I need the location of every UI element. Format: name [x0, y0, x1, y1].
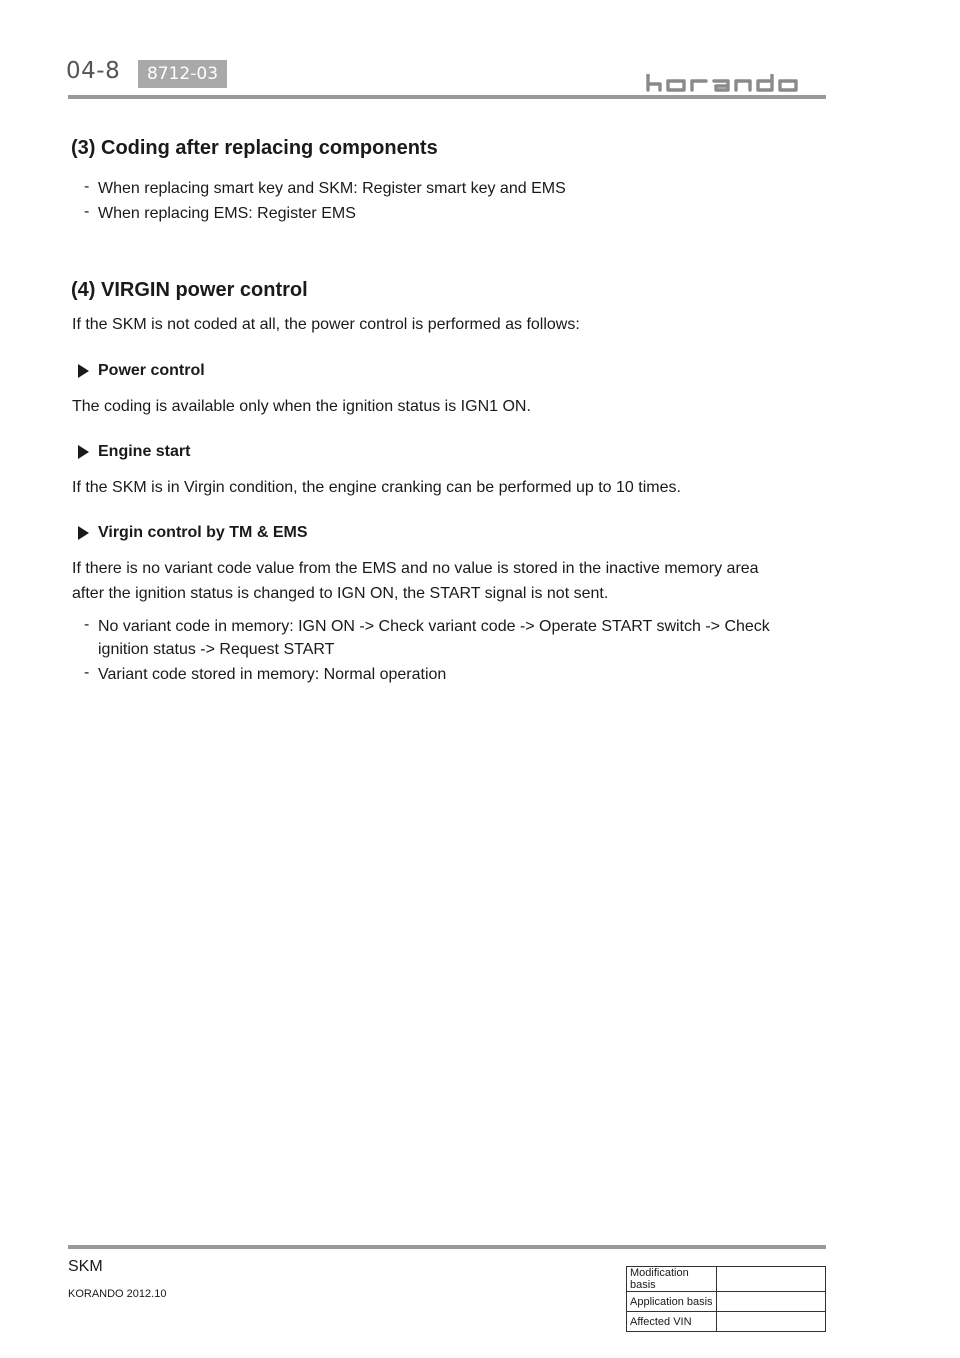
table-row [627, 1292, 826, 1312]
list-item: Variant code stored in memory: Normal operation [98, 666, 447, 683]
table-row [627, 1267, 826, 1292]
table-cell-value [717, 1292, 826, 1312]
section-4-heading: (4) VIRGIN power control [71, 279, 308, 301]
power-control-text: The coding is available only when the ignition status is IGN1 ON. [72, 398, 531, 415]
header-rule [68, 95, 826, 99]
section-4-intro: If the SKM is not coded at all, the power control is performed as follows: [72, 316, 580, 333]
triangle-bullet-icon [78, 445, 89, 459]
list-item: When replacing EMS: Register EMS [98, 205, 356, 222]
virgin-control-text-line-1: If there is no variant code value from the EMS and no value is stored in the inactive memory area [72, 560, 759, 577]
footer-subtitle: KORANDO 2012.10 [68, 1288, 167, 1300]
virgin-control-text-line-2: after the ignition status is changed to IGN ON, the START signal is not sent. [72, 585, 609, 602]
modification-table [626, 1266, 826, 1332]
table-cell-label: Affected VIN [627, 1312, 717, 1332]
bullet-dash: - [84, 616, 90, 633]
table-cell-label: Application basis [627, 1292, 717, 1312]
section-code-badge: 8712-03 [138, 60, 227, 88]
bullet-dash: - [84, 664, 90, 681]
list-item: No variant code in memory: IGN ON -> Check variant code -> Operate START switch -> Check ignition status -> Request START [98, 618, 770, 658]
list-item: When replacing smart key and SKM: Register smart key and EMS [98, 180, 566, 197]
triangle-bullet-icon [78, 526, 89, 540]
table-row [627, 1312, 826, 1332]
bullet-dash: - [84, 178, 90, 195]
table-cell-value [717, 1267, 826, 1292]
page-number: 04-8 [66, 58, 121, 84]
subheading-virgin-control [78, 524, 308, 542]
triangle-bullet-icon [78, 364, 89, 378]
table-cell-value [717, 1312, 826, 1332]
table-cell-label: Modification basis [627, 1267, 717, 1292]
subheading-power-control [78, 362, 205, 380]
footer-title: SKM [68, 1258, 103, 1275]
subheading-label: Virgin control by TM & EMS [98, 524, 308, 541]
bullet-dash: - [84, 203, 90, 220]
footer-rule [68, 1245, 826, 1249]
subheading-engine-start [78, 443, 190, 461]
engine-start-text: If the SKM is in Virgin condition, the engine cranking can be performed up to 10 times. [72, 479, 681, 496]
section-3-heading: (3) Coding after replacing components [71, 137, 438, 159]
subheading-label: Power control [98, 362, 205, 379]
korando-logo [646, 74, 826, 92]
subheading-label: Engine start [98, 443, 191, 460]
